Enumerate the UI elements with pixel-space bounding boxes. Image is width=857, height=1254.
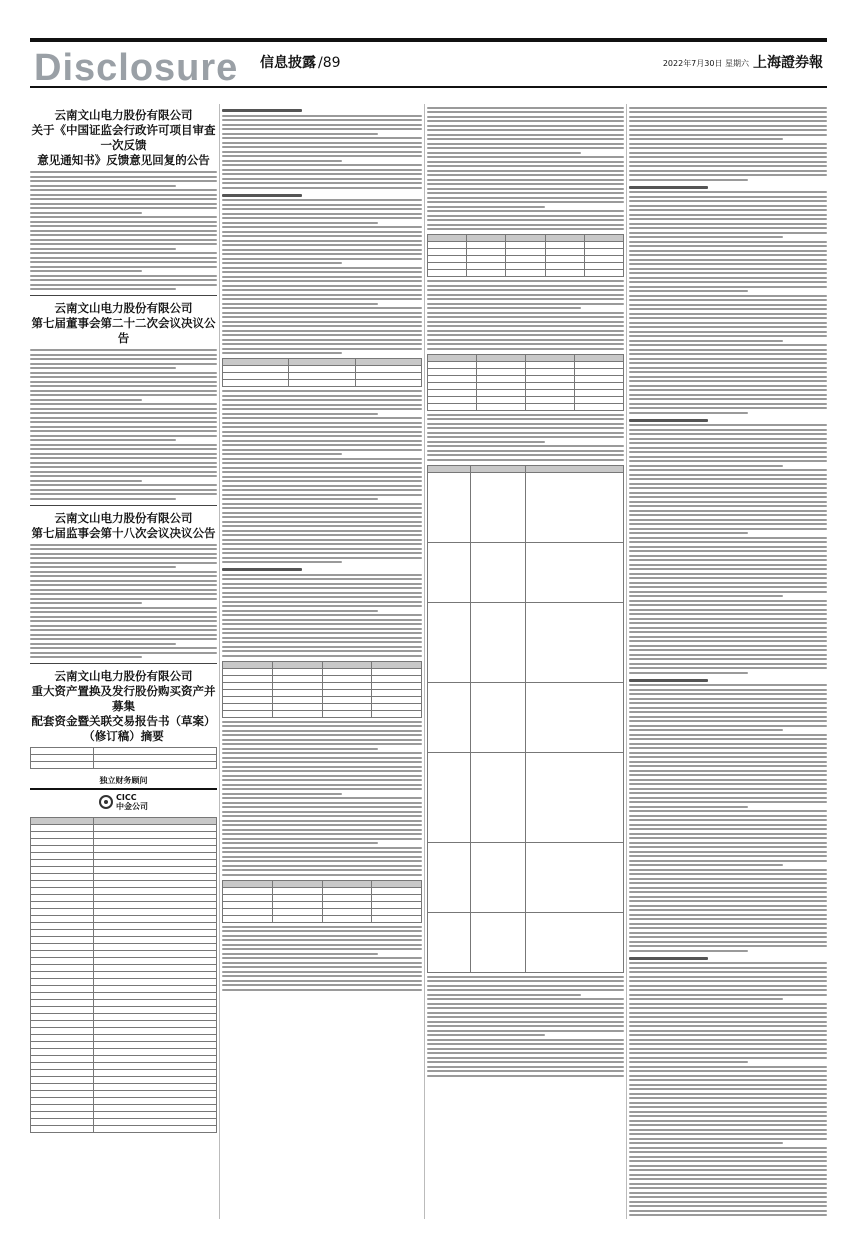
column-4: [629, 104, 827, 1219]
notice-body-2: [30, 349, 217, 500]
col3-table-1: [427, 234, 624, 277]
cicc-logo-icon: [99, 795, 113, 809]
column-1: [30, 104, 217, 1219]
column-3: [427, 104, 624, 1219]
summary-table-top: [30, 747, 217, 769]
col2-table-3: [222, 880, 422, 923]
notice-body-3: [30, 544, 217, 659]
column-2: [222, 104, 422, 1219]
issue-date: 2022年7月30日 星期六: [662, 59, 749, 68]
cicc-logo-text: CICC: [116, 793, 137, 802]
advisor-heading: 独立财务顾问: [30, 775, 217, 790]
notice-title-1: 云南文山电力股份有限公司 关于《中国证监会行政许可项目审查一次反馈 意见通知书》反馈意见回复的公告: [31, 108, 216, 167]
page-header: [30, 38, 827, 88]
column-4-text: [629, 107, 827, 1220]
notice-title-3: 云南文山电力股份有限公司 第七届监事会第十八次会议决议公告: [31, 510, 216, 540]
newspaper-name: 上海證券報: [753, 55, 823, 71]
notice-title-4: 云南文山电力股份有限公司 重大资产置换及发行股份购买资产并募集 配套资金暨关联交易报告书（草案）（修订稿）摘要: [31, 669, 216, 743]
brand-wordmark: Disclosure: [34, 47, 239, 89]
advisor-logo-block: [30, 775, 217, 813]
column-3-text: [427, 107, 624, 231]
cicc-logo-subtext: 中金公司: [116, 802, 148, 811]
column-2-text: [222, 109, 422, 354]
section-title: [260, 52, 341, 72]
notice-body-1: [30, 171, 217, 290]
col3-table-2: [427, 354, 624, 411]
page-number: /89: [318, 55, 341, 71]
col3-large-table: [427, 465, 624, 973]
col2-table-1: [222, 358, 422, 387]
section-name: 信息披露: [260, 55, 316, 71]
col2-table-2: [222, 661, 422, 718]
cicc-logo: [99, 793, 148, 811]
notice-title-2: 云南文山电力股份有限公司 第七届董事会第二十二次会议决议公告: [31, 301, 216, 345]
definitions-table: [30, 817, 217, 1133]
